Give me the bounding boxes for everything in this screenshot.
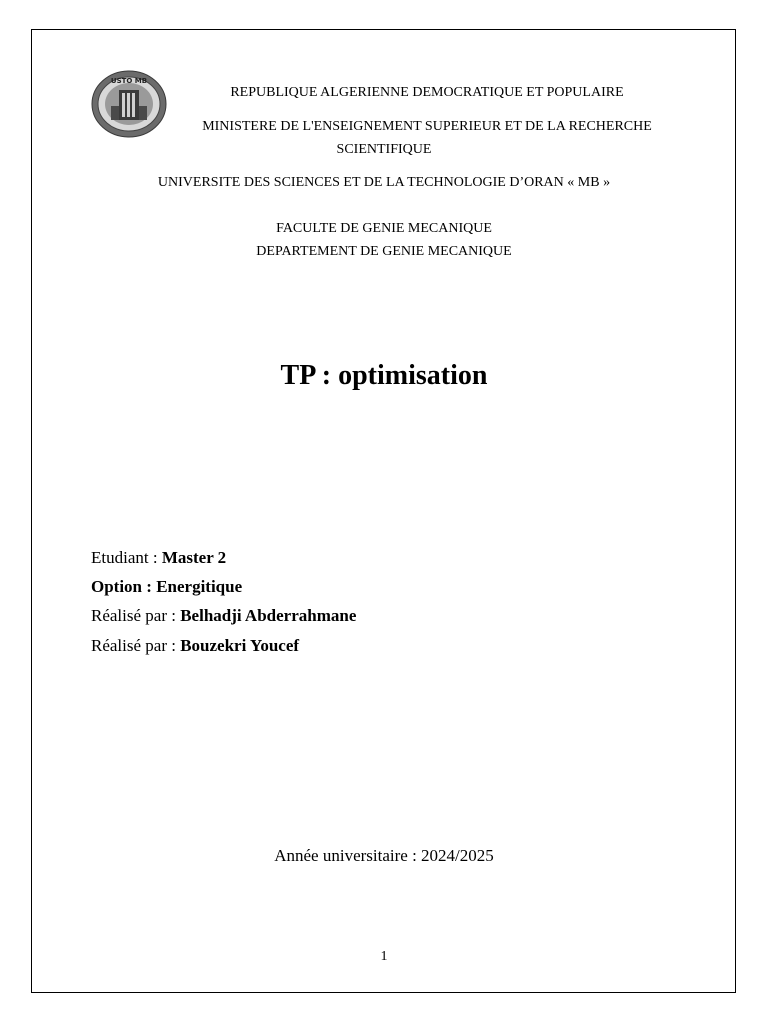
realise-par-line-2 bbox=[91, 635, 299, 657]
svg-text:USTO MB: USTO MB bbox=[110, 77, 148, 85]
etudiant-value: Master 2 bbox=[161, 548, 227, 567]
realise-value-1: Belhadji Abderrahmane bbox=[180, 606, 357, 625]
ministere-heading-continued: SCIENTIFIQUE bbox=[336, 142, 432, 157]
option-label: Option : bbox=[91, 577, 157, 596]
option-value: Energitique bbox=[156, 577, 243, 596]
departement-heading: DEPARTEMENT DE GENIE MECANIQUE bbox=[256, 244, 512, 259]
realise-label-1: Réalisé par : bbox=[91, 606, 181, 625]
realise-label-2: Réalisé par : bbox=[91, 636, 181, 655]
realise-value-2: Bouzekri Youcef bbox=[180, 636, 300, 655]
etudiant-line bbox=[91, 547, 226, 569]
realise-par-line-1 bbox=[91, 605, 356, 627]
option-line bbox=[91, 576, 242, 598]
universite-heading: UNIVERSITE DES SCIENCES ET DE LA TECHNOLOGIE D’ORAN « MB » bbox=[157, 175, 611, 190]
annee-universitaire: Année universitaire : 2024/2025 bbox=[274, 846, 494, 865]
ministere-heading: MINISTERE DE L'ENSEIGNEMENT SUPERIEUR ET DE LA RECHERCHE bbox=[202, 119, 652, 134]
faculte-heading: FACULTE DE GENIE MECANIQUE bbox=[276, 221, 492, 236]
page-number: 1 bbox=[380, 949, 388, 964]
etudiant-label: Etudiant : bbox=[91, 548, 162, 567]
republique-heading: REPUBLIQUE ALGERIENNE DEMOCRATIQUE ET POPULAIRE bbox=[230, 85, 624, 100]
document-title: TP : optimisation bbox=[280, 360, 488, 391]
